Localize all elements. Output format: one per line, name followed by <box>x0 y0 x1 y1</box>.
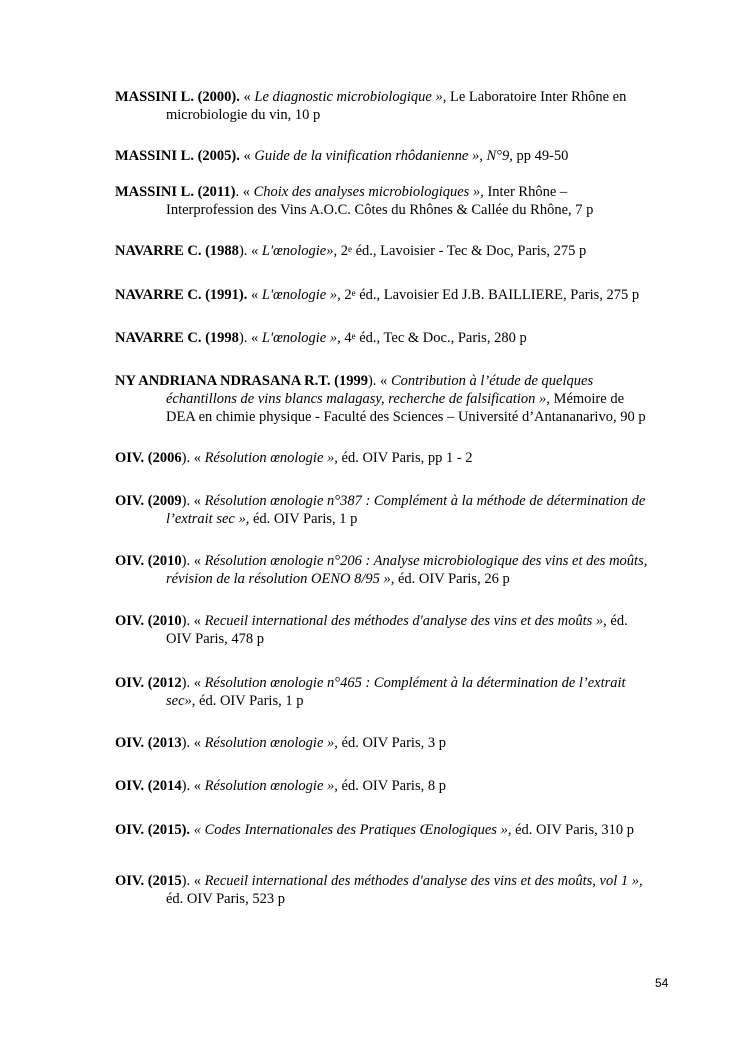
reference-entry: OIV. (2009). « Résolution œnologie n°387 : Complément à la méthode de détermination de l’extrait sec », éd. OIV Paris, 1 p <box>115 493 646 527</box>
reference-entry: NAVARRE C. (1991). « L'œnologie », 2e éd., Lavoisier Ed J.B. BAILLIERE, Paris, 275 p <box>115 287 640 303</box>
reference-entry: OIV. (2015). « Recueil international des méthodes d'analyse des vins et des moûts, vol 1 », éd. OIV Paris, 523 p <box>115 873 643 907</box>
reference-entry: OIV. (2013). « Résolution œnologie », éd. OIV Paris, 3 p <box>115 735 446 751</box>
reference-entry: NAVARRE C. (1988). « L'œnologie», 2e éd., Lavoisier - Tec & Doc, Paris, 275 p <box>115 243 587 259</box>
reference-entry: OIV. (2015). « Codes Internationales des Pratiques Œnologiques », éd. OIV Paris, 310 p <box>115 822 635 838</box>
reference-entry: MASSINI L. (2000). « Le diagnostic microbiologique », Le Laboratoire Inter Rhône en microbiologie du vin, 10 p <box>115 89 627 123</box>
reference-entry: OIV. (2010). « Résolution œnologie n°206 : Analyse microbiologique des vins et des moûts, révision de la résolution OENO 8/95 », éd. OIV Paris, 26 p <box>115 553 648 587</box>
reference-entry: MASSINI L. (2011). « Choix des analyses microbiologiques », Inter Rhône – Interprofession des Vins A.O.C. Côtes du Rhônes & Callée du Rhône, 7 p <box>115 184 594 218</box>
reference-entry: NAVARRE C. (1998). « L'œnologie », 4e éd., Tec & Doc., Paris, 280 p <box>115 330 527 346</box>
reference-entry: OIV. (2006). « Résolution œnologie », éd. OIV Paris, pp 1 - 2 <box>115 450 473 466</box>
reference-entry: OIV. (2012). « Résolution œnologie n°465 : Complément à la détermination de l’extrait sec», éd. OIV Paris, 1 p <box>115 675 626 709</box>
reference-entry: OIV. (2010). « Recueil international des méthodes d'analyse des vins et des moûts », éd. OIV Paris, 478 p <box>115 613 628 647</box>
reference-entry: OIV. (2014). « Résolution œnologie », éd. OIV Paris, 8 p <box>115 778 446 794</box>
reference-entry: NY ANDRIANA NDRASANA R.T. (1999). « Contribution à l’étude de quelques échantillons de vins blancs malagasy, recherche de falsification », Mémoire de DEA en chimie physique - Faculté des Sciences – Université d’Antananarivo, 90 p <box>115 373 646 425</box>
page-number: 54 <box>655 976 669 990</box>
reference-entry: MASSINI L. (2005). « Guide de la vinification rhôdanienne », N°9, pp 49-50 <box>115 148 569 164</box>
